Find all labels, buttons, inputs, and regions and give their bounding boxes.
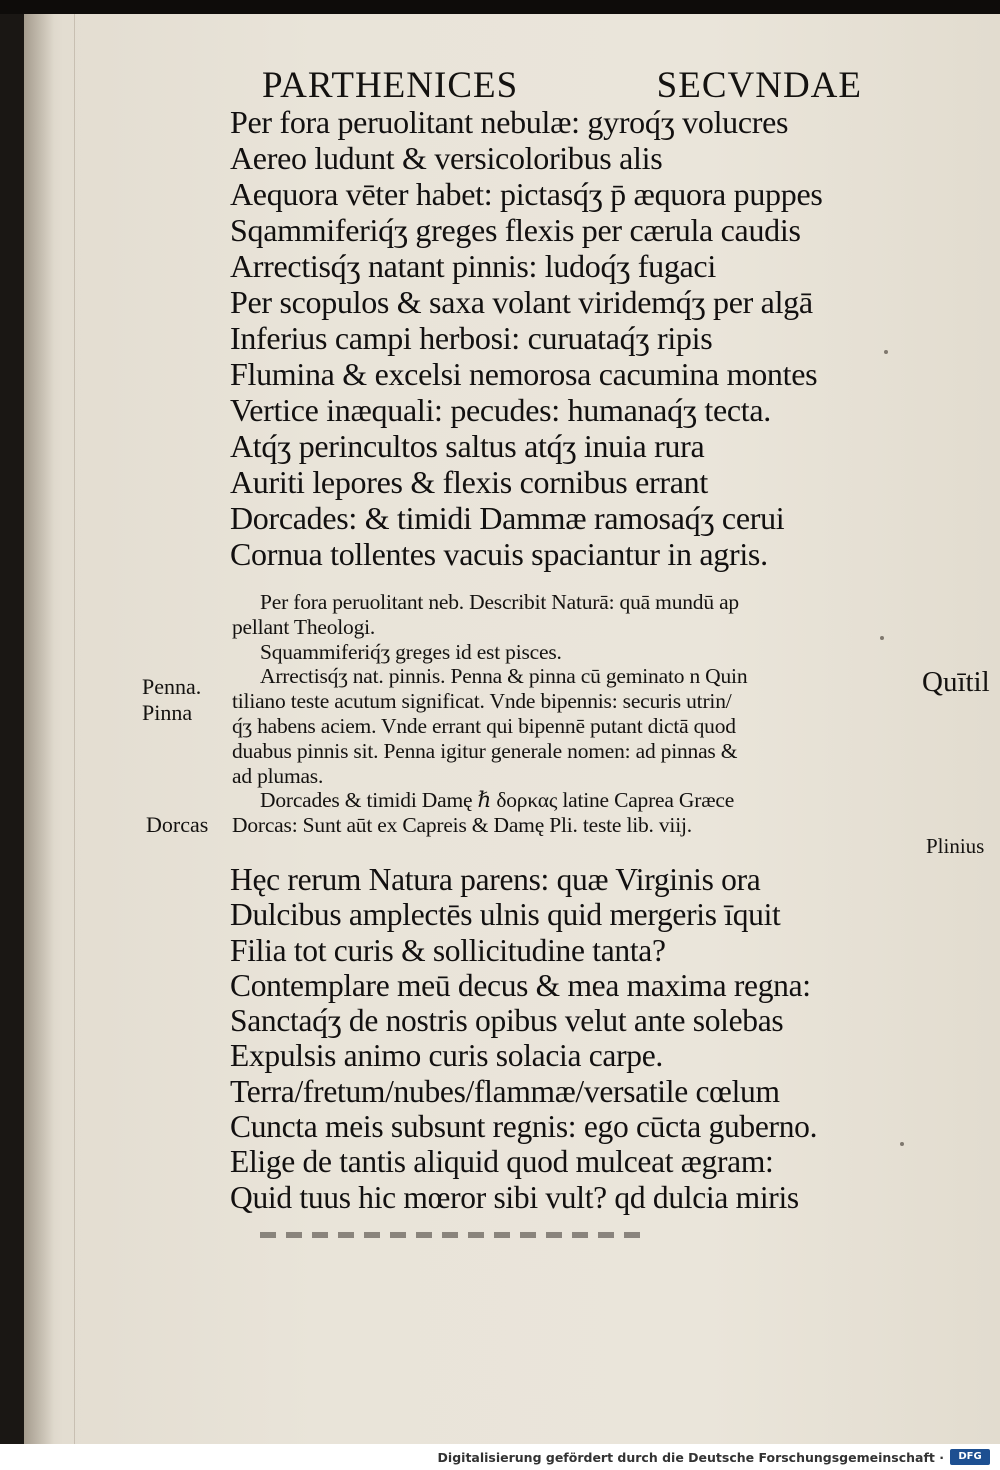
verse-line: Hęc rerum Natura parens: quæ Virginis ora	[230, 862, 761, 897]
scan-background-top	[0, 0, 1000, 14]
commentary-line: Dorcas: Sunt aūt ex Capreis & Damę Pli. teste lib. viij.	[232, 813, 692, 838]
verse-line: Elige de tantis aliquid quod mulceat ægram:	[230, 1144, 774, 1180]
verse-line: Dulcibus amplectēs ulnis quid mergeris īquit	[230, 897, 781, 933]
margin-note-penna: Penna.	[142, 674, 202, 699]
cropped-next-line	[260, 1232, 640, 1238]
ink-speck	[900, 1142, 904, 1146]
verse-line: Vertice inæquali: pecudes: humanaq́ʒ tecta.	[230, 392, 771, 428]
verse-line: Sanctaq́ʒ de nostris opibus velut ante solebas	[230, 1003, 784, 1039]
verse-line: Flumina & excelsi nemorosa cacumina montes	[230, 356, 818, 392]
commentary-line: tiliano teste acutum significat. Vnde bipennis: securis utrin/	[232, 689, 732, 714]
verse-block-1	[230, 104, 930, 572]
verse-line: Per scopulos & saxa volant viridemq́ʒ per algā	[230, 284, 813, 320]
verse-block-2	[230, 862, 930, 1215]
verse-line: Atq́ʒ perincultos saltus atq́ʒ inuia rura	[230, 428, 705, 464]
gutter-shadow	[24, 14, 54, 1444]
verse-line: Terra/fretum/nubes/flammæ/versatile cœlum	[230, 1073, 780, 1109]
ink-speck	[884, 350, 888, 354]
margin-note-plinius: Plinius	[926, 834, 985, 858]
verse-line: Arrectisq́ʒ natant pinnis: ludoq́ʒ fugaci	[230, 248, 716, 284]
verse-line: Aequora vēter habet: pictasq́ʒ p̄ æquora puppes	[230, 176, 823, 212]
verse-line: Filia tot curis & sollicitudine tanta?	[230, 932, 666, 968]
running-head-left: PARTHENICES	[262, 65, 519, 106]
commentary-line: Squammiferiq́ʒ greges id est pisces.	[260, 639, 562, 664]
verse-line: Quid tuus hic mœror sibi vult? qd dulcia miris	[230, 1179, 799, 1215]
footer-bar	[0, 1444, 1000, 1470]
footer-credit: Digitalisierung gefördert durch die Deutsche Forschungsgemeinschaft ·	[437, 1450, 944, 1465]
verse-line: Auriti lepores & flexis cornibus errant	[230, 464, 708, 500]
verse-line: Expulsis animo curis solacia carpe.	[230, 1038, 663, 1074]
verse-line: Aereo ludunt & versicoloribus alis	[230, 140, 663, 176]
commentary-line: pellant Theologi.	[232, 614, 376, 639]
verse-line: Contemplare meū decus & mea maxima regna:	[230, 967, 811, 1003]
running-head-right: SECVNDAE	[656, 65, 862, 106]
verse-line: Cuncta meis subsunt regnis: ego cūcta guberno.	[230, 1109, 818, 1145]
commentary-block	[232, 590, 922, 838]
running-head	[262, 64, 862, 107]
commentary-line: Dorcades & timidi Damę ℏ δορκας latine Caprea Græce	[260, 788, 735, 813]
verse-line: Sqammiferiq́ʒ greges flexis per cærula caudis	[230, 212, 801, 248]
margin-note-quintilianus: Quītil	[922, 666, 990, 698]
dfg-logo: DFG	[950, 1449, 990, 1465]
verse-line: Cornua tollentes vacuis spaciantur in agris.	[230, 536, 768, 572]
verse-line: Dorcades: & timidi Dammæ ramosaq́ʒ cerui	[230, 500, 785, 536]
commentary-line: q́ʒ habens aciem. Vnde errant qui bipennē putant dictā quod	[232, 713, 736, 738]
commentary-line: ad plumas.	[232, 763, 324, 788]
verse-line: Per fora peruolitant nebulæ: gyroq́ʒ volucres	[230, 104, 789, 140]
commentary-line: Arrectisq́ʒ nat. pinnis. Penna & pinna cū geminato n Quin	[260, 664, 748, 689]
verse-line: Inferius campi herbosi: curuataq́ʒ ripis	[230, 320, 713, 356]
commentary-line: duabus pinnis sit. Penna igitur generale nomen: ad pinnas &	[232, 738, 738, 763]
margin-note-dorcas: Dorcas	[146, 812, 209, 837]
page-edge-line	[74, 14, 75, 1444]
commentary-line: Per fora peruolitant neb. Describit Naturā: quā mundū ap	[260, 590, 739, 614]
ink-speck	[880, 636, 884, 640]
margin-note-pinna: Pinna	[142, 700, 193, 725]
